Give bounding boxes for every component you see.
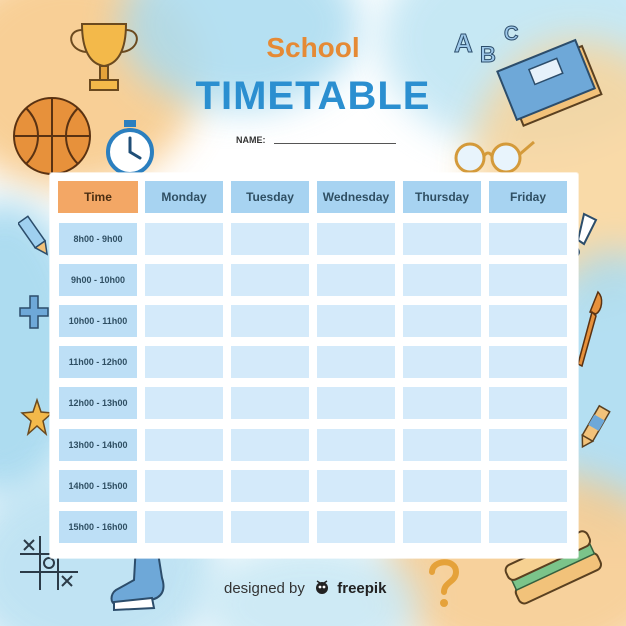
timetable-slot-thursday[interactable] [403,264,481,296]
glasses-icon [450,134,536,178]
timetable-slot-thursday[interactable] [403,429,481,461]
stopwatch-icon [104,118,156,178]
timetable-slot-wednesday[interactable] [317,346,395,378]
timetable-slot-monday[interactable] [145,511,223,543]
day-header-tuesday: Tuesday [231,181,309,213]
name-field-line[interactable] [274,143,396,144]
timetable-slot-tuesday[interactable] [231,429,309,461]
timetable-slot-tuesday[interactable] [231,264,309,296]
timetable-slot-friday[interactable] [489,223,567,255]
timetable-slot-thursday[interactable] [403,223,481,255]
timetable-slot-friday[interactable] [489,387,567,419]
timetable-title: TIMETABLE [195,74,431,118]
day-header-wednesday: Wednesday [317,181,395,213]
timetable-slot-wednesday[interactable] [317,223,395,255]
time-slot-label: 8h00 - 9h00 [59,223,137,255]
footer-brand: freepik [337,580,387,597]
time-header: Time [58,181,138,213]
timetable-slot-thursday[interactable] [403,470,481,502]
pencil-icon [18,214,52,260]
time-slot-label: 13h00 - 14h00 [59,429,137,461]
timetable-slot-monday[interactable] [145,223,223,255]
timetable-slot-wednesday[interactable] [317,429,395,461]
timetable-slot-monday[interactable] [145,264,223,296]
time-slot-label: 10h00 - 11h00 [59,305,137,337]
footer-credit [224,579,386,597]
timetable-slot-friday[interactable] [489,305,567,337]
timetable-slot-thursday[interactable] [403,346,481,378]
freepik-logo-icon [313,579,331,595]
timetable-slot-friday[interactable] [489,511,567,543]
school-title: School [266,32,360,63]
timetable-slot-friday[interactable] [489,429,567,461]
timetable-slot-wednesday[interactable] [317,470,395,502]
timetable-slot-thursday[interactable] [403,387,481,419]
time-slot-label: 9h00 - 10h00 [59,264,137,296]
time-slot-label: 11h00 - 12h00 [59,346,137,378]
crayon-icon [574,402,614,452]
svg-text:B: B [480,42,496,67]
timetable-slot-monday[interactable] [145,470,223,502]
paintbrush-icon [574,290,606,370]
timetable-slot-wednesday[interactable] [317,387,395,419]
time-slot-label: 14h00 - 15h00 [59,470,137,502]
time-slot-label: 15h00 - 16h00 [59,511,137,543]
name-label: NAME: [236,135,266,145]
day-header-monday: Monday [145,181,223,213]
timetable-slot-tuesday[interactable] [231,223,309,255]
timetable-table [50,173,578,558]
timetable-slot-tuesday[interactable] [231,470,309,502]
svg-text:C: C [504,23,519,45]
timetable-slot-tuesday[interactable] [231,511,309,543]
timetable-slot-wednesday[interactable] [317,264,395,296]
plus-icon [18,294,50,330]
timetable-slot-monday[interactable] [145,387,223,419]
day-header-friday: Friday [489,181,567,213]
timetable-slot-friday[interactable] [489,470,567,502]
timetable-slot-monday[interactable] [145,429,223,461]
timetable-slot-friday[interactable] [489,346,567,378]
star-icon [20,396,54,440]
timetable-slot-monday[interactable] [145,305,223,337]
timetable-slot-tuesday[interactable] [231,387,309,419]
timetable-slot-wednesday[interactable] [317,305,395,337]
footer-prefix: designed by [224,580,305,597]
timetable-slot-monday[interactable] [145,346,223,378]
svg-text:A: A [454,28,473,58]
day-header-thursday: Thursday [403,181,481,213]
timetable-slot-thursday[interactable] [403,511,481,543]
time-slot-label: 12h00 - 13h00 [59,387,137,419]
timetable-slot-tuesday[interactable] [231,305,309,337]
question-mark-icon [424,556,464,610]
timetable-slot-tuesday[interactable] [231,346,309,378]
timetable-slot-thursday[interactable] [403,305,481,337]
timetable-slot-wednesday[interactable] [317,511,395,543]
timetable-slot-friday[interactable] [489,264,567,296]
